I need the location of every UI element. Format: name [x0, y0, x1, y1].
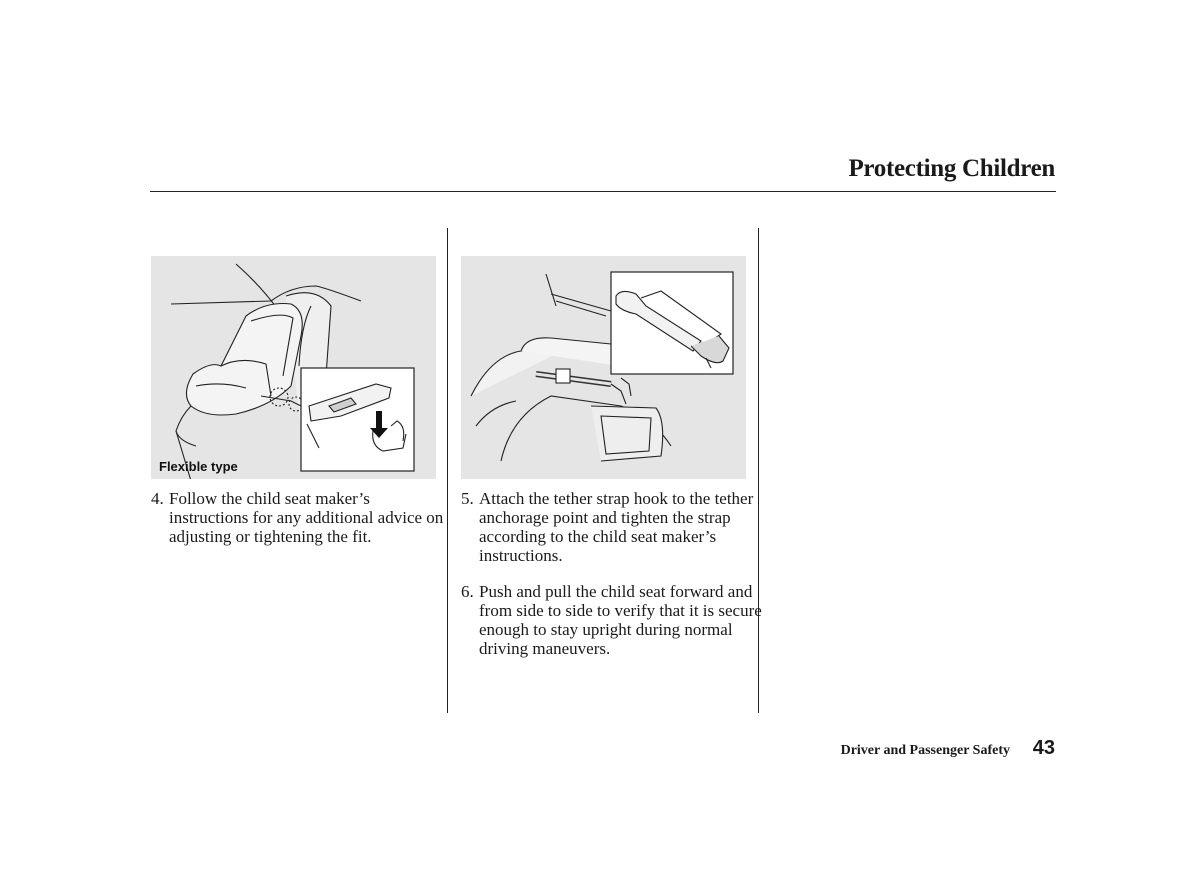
column-divider-left: [447, 228, 448, 713]
step-number: 4.: [151, 489, 164, 508]
step-text: Push and pull the child seat forward and from side to side to verify that it is secure enough to stay upright during normal driving maneuvers.: [479, 582, 762, 658]
step-text: Attach the tether strap hook to the tether anchorage point and tighten the strap according to the child seat maker’s instructions.: [479, 489, 754, 565]
child-seat-latch-illustration: [151, 256, 436, 479]
child-seat-drawing: [151, 256, 436, 479]
instruction-step-5: [461, 489, 769, 565]
tether-strap-drawing: [461, 256, 746, 479]
instruction-step-6: [461, 582, 769, 658]
page-title: Protecting Children: [848, 155, 1055, 182]
step-number: 6.: [461, 582, 474, 601]
figure-caption: Flexible type: [159, 459, 238, 474]
step-text: Follow the child seat maker’s instructions for any additional advice on adjusting or tightening the fit.: [169, 489, 444, 546]
tether-strap-illustration: [461, 256, 746, 479]
page-number: 43: [1032, 737, 1055, 759]
instruction-step-4: [151, 489, 444, 546]
footer-section-name: Driver and Passenger Safety: [840, 743, 1010, 758]
step-number: 5.: [461, 489, 474, 508]
title-rule: [150, 191, 1056, 192]
